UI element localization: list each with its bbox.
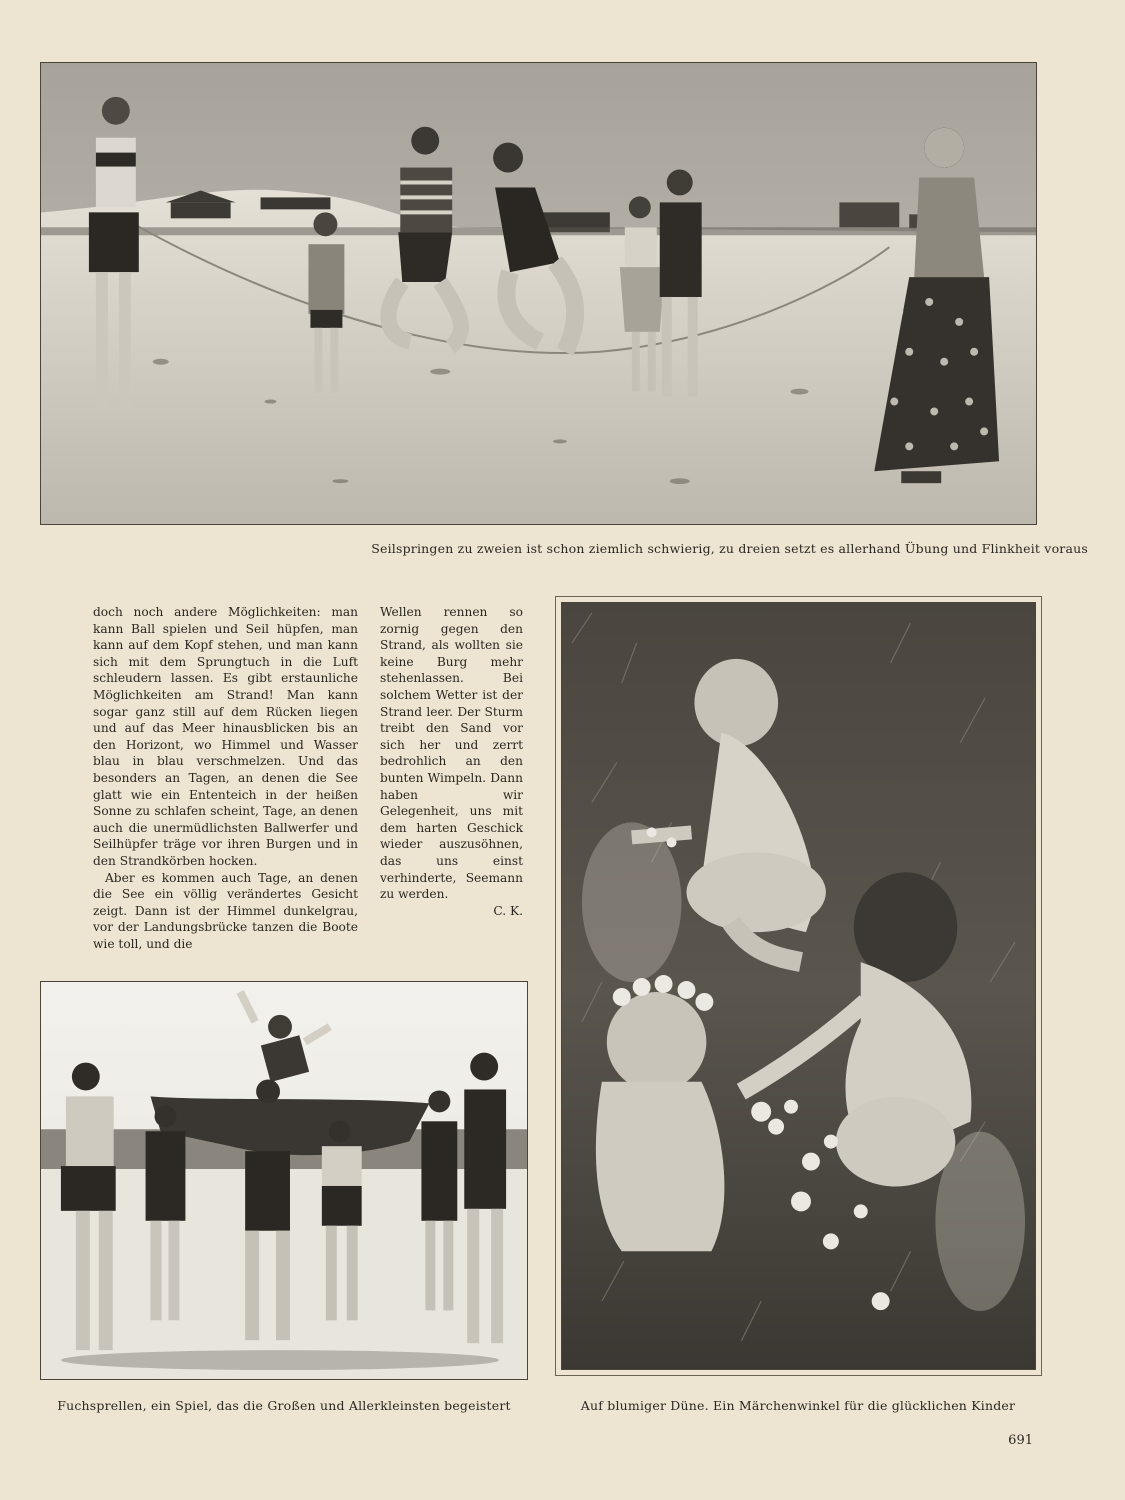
photo-rope-skipping bbox=[40, 62, 1037, 525]
article-column-2 bbox=[380, 604, 523, 919]
caption-rope-skipping: Seilspringen zu zweien ist schon ziemlich schwierig, zu dreien setzt es allerhand Übung und Flinkheit voraus bbox=[371, 541, 1088, 556]
article-signature: C. K. bbox=[493, 903, 523, 918]
caption-blanket-toss: Fuchsprellen, ein Spiel, das die Großen und Allerkleinsten begeistert bbox=[57, 1398, 511, 1413]
photo-blanket-toss-image bbox=[41, 982, 527, 1379]
article-column-1-paragraph-2: Aber es kommen auch Tage, an denen die See ein völlig verändertes Gesicht zeigt. Dann ist der Himmel dunkelgrau, vor der Landungsbrücke tanzen die Boote wie toll, und die bbox=[93, 870, 358, 951]
photo-blanket-toss bbox=[40, 981, 528, 1380]
article-column-1 bbox=[93, 604, 358, 952]
photo-dune-children bbox=[561, 602, 1036, 1370]
article-column-2-paragraph-1: Wellen rennen so zornig gegen den Strand, als wollten sie keine Burg mehr stehenlassen. Bei solchem Wetter ist der Strand leer. Der Sturm treibt den Sand vor sich her und zerrt bedrohlich an den bunten Wimpeln. Dann haben wir Gelegenheit, uns mit dem harten Geschick wieder auszusöhnen, das uns einst verhinderte, Seemann zu werden. bbox=[380, 605, 523, 902]
caption-dune-children: Auf blumiger Düne. Ein Märchenwinkel für die glücklichen Kinder bbox=[580, 1398, 1016, 1413]
photo-rope-skipping-image bbox=[41, 63, 1036, 524]
page-number: 691 bbox=[1008, 1433, 1033, 1448]
photo-dune-children-image bbox=[562, 603, 1035, 1369]
article-column-1-paragraph-1: doch noch andere Möglichkeiten: man kann Ball spielen und Seil hüpfen, man kann auf dem Kopf stehen, und man kann sich mit dem Sprungtuch in die Luft schleudern lassen. Es gibt erstaunliche Möglichkeiten am Strand! Man kann sogar ganz still auf dem Rücken liegen und auf das Meer hinausblicken bis an den Horizont, wo Himmel und Wasser blau in blau verschmelzen. Und das besonders an Tagen, an denen die See glatt wie ein Ententeich in der heißen Sonne zu schlafen scheint, Tage, an denen auch die unermüdlichsten Ballwerfer und Seilhüpfer träge vor ihren Burgen und in den Strandkörben hocken. bbox=[93, 605, 358, 868]
